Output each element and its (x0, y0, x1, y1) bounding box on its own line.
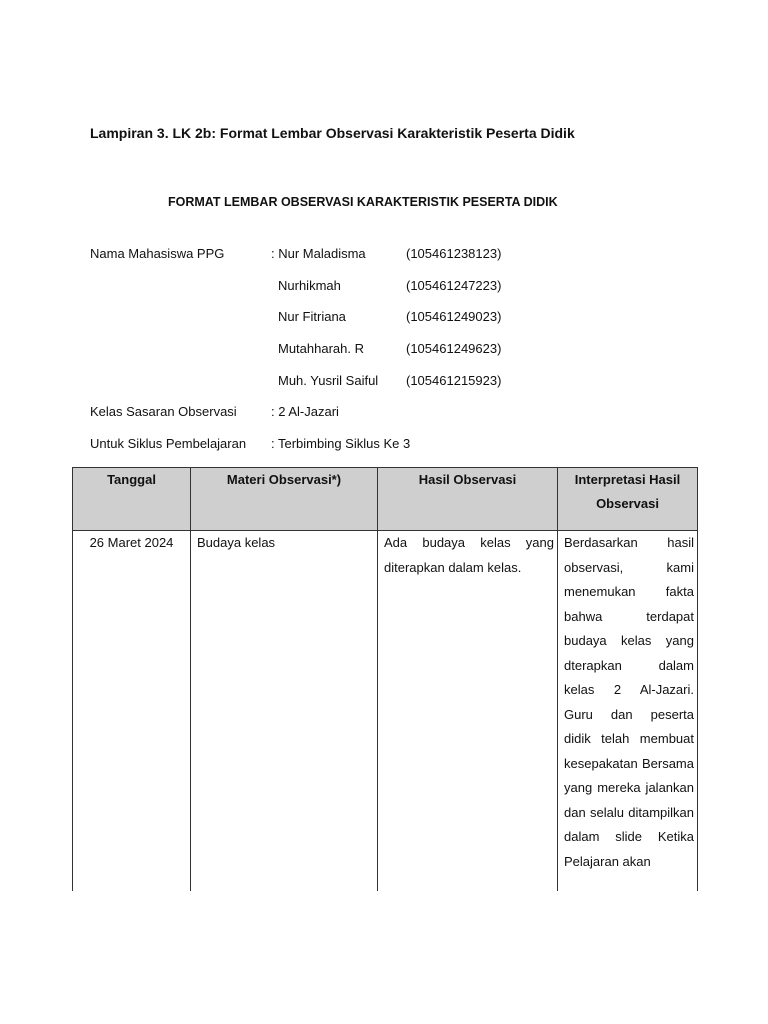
class-label: Kelas Sasaran Observasi (90, 404, 237, 419)
header-interpretasi: Interpretasi Hasil Observasi (558, 468, 698, 531)
cell-date: 26 Maret 2024 (73, 531, 191, 892)
header-date: Tanggal (73, 468, 191, 531)
student-name: Nurhikmah (278, 278, 341, 293)
cell-hasil: Ada budaya kelas yang diterapkan dalam kelas. (378, 531, 558, 892)
table-header-row (73, 468, 698, 531)
student-name: Mutahharah. R (278, 341, 364, 356)
student-id: (105461215923) (406, 373, 502, 388)
cycle-label: Untuk Siklus Pembelajaran (90, 436, 247, 451)
class-value: : 2 Al-Jazari (271, 404, 339, 419)
student-id: (105461247223) (406, 278, 502, 293)
form-title: FORMAT LEMBAR OBSERVASI KARAKTERISTIK PESERTA DIDIK (168, 195, 558, 209)
cell-materi: Budaya kelas (191, 531, 378, 892)
student-name-label: Nama Mahasiswa PPG (90, 246, 225, 261)
student-id: (105461249623) (406, 341, 502, 356)
header-hasil: Hasil Observasi (378, 468, 558, 531)
student-id: (105461249023) (406, 309, 502, 324)
cell-interpretasi: Berdasarkan hasil observasi, kami menemukan fakta bahwa terdapat budaya kelas yang dterapkan dalam kelas 2 Al-Jazari. Guru dan peserta didik telah membuat kesepakatan Bersama yang mereka jalankan dan selalu ditampilkan dalam slide Ketika Pelajaran akan (558, 531, 698, 892)
observation-table (72, 467, 698, 891)
cycle-value: : Terbimbing Siklus Ke 3 (271, 436, 411, 451)
document-heading: Lampiran 3. LK 2b: Format Lembar Observasi Karakteristik Peserta Didik (90, 125, 575, 141)
table-row (73, 531, 698, 892)
student-name: : Nur Maladisma (271, 246, 366, 261)
student-name: Nur Fitriana (278, 309, 346, 324)
header-materi: Materi Observasi*) (191, 468, 378, 531)
student-id: (105461238123) (406, 246, 502, 261)
student-name: Muh. Yusril Saiful (278, 373, 379, 388)
